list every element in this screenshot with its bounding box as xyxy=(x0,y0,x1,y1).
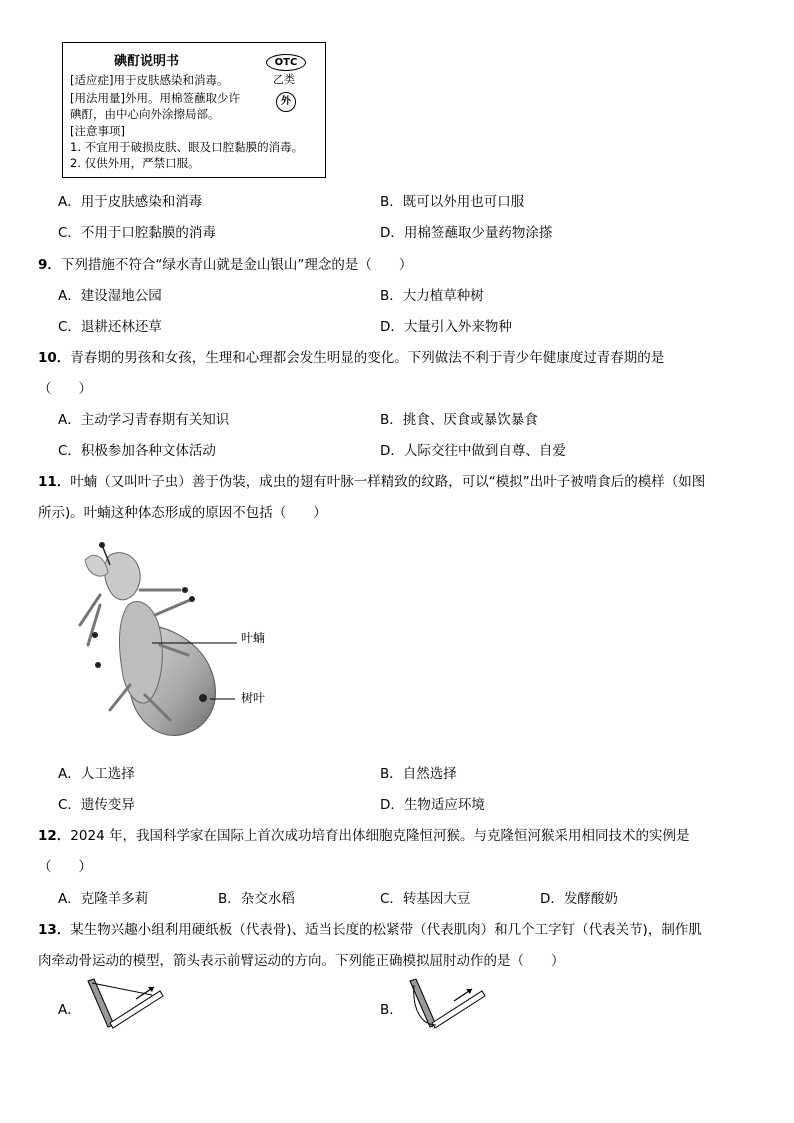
label-line-6: 2. 仅供外用，严禁口服。 xyxy=(70,156,200,170)
q8-option-c: C．不用于口腔黏膜的消毒 xyxy=(58,225,216,241)
q12-option-d: D．发酵酸奶 xyxy=(540,891,618,907)
external-use-mark: 外 xyxy=(276,92,296,112)
label-line-2: [用法用量]外用。用棉签蘸取少许 xyxy=(70,91,240,105)
q12-stem: 12．2024 年，我国科学家在国际上首次成功培育出体细胞克隆恒河猴。与克隆恒河猴采用相同技术的实例是 xyxy=(38,828,690,844)
leaf-insect-figure xyxy=(70,535,330,750)
q13-model-b-icon xyxy=(404,975,490,1035)
q13-model-a-icon xyxy=(82,975,168,1035)
q11-option-d: D．生物适应环境 xyxy=(380,797,485,813)
q11-stem: 11．叶蝻（又叫叶子虫）善于伪装，成虫的翅有叶脉一样精致的纹路，可以“模拟”出叶子被啃食后的模样（如图 xyxy=(38,474,706,490)
q11-stem-line2: 所示)。叶蝻这种体态形成的原因不包括（ ） xyxy=(38,505,327,521)
q10-stem-line2: （ ） xyxy=(38,381,92,397)
q8-option-a: A．用于皮肤感染和消毒 xyxy=(58,194,203,210)
q11-option-c: C．遗传变异 xyxy=(58,797,135,813)
label-title: 碘酊说明书 xyxy=(114,54,180,69)
q13-option-b: B． xyxy=(380,1002,403,1018)
q8-option-b: B．既可以外用也可口服 xyxy=(380,194,525,210)
label-line-5: 1. 不宜用于破损皮肤、眼及口腔黏膜的消毒。 xyxy=(70,140,304,154)
q9-option-a: A．建设湿地公园 xyxy=(58,288,162,304)
q10-option-b: B．挑食、厌食或暴饮暴食 xyxy=(380,412,538,428)
figure-label-leaf: 树叶 xyxy=(241,691,266,705)
q10-option-a: A．主动学习青春期有关知识 xyxy=(58,412,230,428)
label-line-4: [注意事项] xyxy=(70,124,125,138)
insect-head xyxy=(105,553,141,600)
q13-stem-line2: 肉牵动骨运动的模型，箭头表示前臂运动的方向。下列能正确模拟屈肘动作的是（ ） xyxy=(38,953,565,969)
q12-stem-line2: （ ） xyxy=(38,859,92,875)
q11-option-b: B．自然选择 xyxy=(380,766,457,782)
q13-option-a: A． xyxy=(58,1002,81,1018)
q9-option-d: D．大量引入外来物种 xyxy=(380,319,512,335)
label-line-1: [适应症]用于皮肤感染和消毒。 xyxy=(70,73,229,87)
q11-option-a: A．人工选择 xyxy=(58,766,135,782)
q9-option-b: B．大力植草种树 xyxy=(380,288,484,304)
q8-option-d: D．用棉签蘸取少量药物涂搽 xyxy=(380,225,553,241)
q13-stem: 13．某生物兴趣小组利用硬纸板（代表骨)、适当长度的松紧带（代表肌肉）和几个工字钉（代表关节)，制作肌 xyxy=(38,922,702,938)
label-line-3: 碘酊，由中心向外涂擦局部。 xyxy=(70,107,220,121)
q10-option-d: D．人际交往中做到自尊、自爱 xyxy=(380,443,566,459)
figure-label-insect: 叶蝻 xyxy=(241,631,266,645)
q12-option-a: A．克隆羊多莉 xyxy=(58,891,149,907)
q10-option-c: C．积极参加各种文体活动 xyxy=(58,443,216,459)
q10-stem: 10．青春期的男孩和女孩，生理和心理都会发生明显的变化。下列做法不利于青少年健康度过青春期的是 xyxy=(38,350,665,366)
q9-option-c: C．退耕还林还草 xyxy=(58,319,162,335)
otc-badge: OTC xyxy=(266,54,306,71)
q9-stem: 9．下列措施不符合“绿水青山就是金山银山”理念的是（ ） xyxy=(38,257,413,273)
q12-option-c: C．转基因大豆 xyxy=(380,891,471,907)
otc-class: 乙类 xyxy=(273,73,295,86)
q12-option-b: B．杂交水稻 xyxy=(218,891,295,907)
